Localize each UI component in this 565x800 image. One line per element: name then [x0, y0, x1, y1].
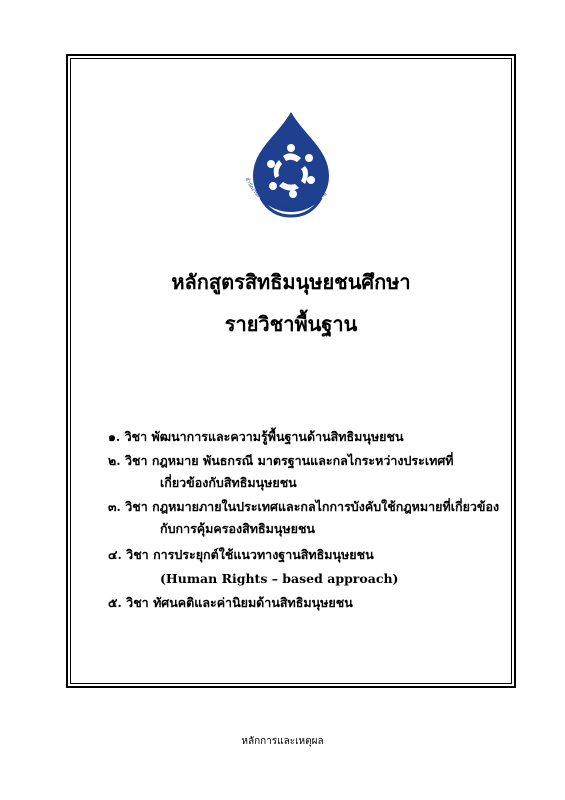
course-item-2 [108, 452, 454, 470]
course-title: พัฒนาการและความรู้พื้นฐานด้านสิทธิมนุษยชน [151, 429, 404, 444]
course-number: ๕. [108, 595, 122, 610]
course-item-3-continuation: กับการคุ้มครองสิทธิมนุษยชน [160, 521, 315, 536]
document-title: หลักสูตรสิทธิมนุษยชนศึกษา [171, 270, 411, 294]
page-footer: หลักการและเหตุผล [241, 736, 324, 747]
course-title: กฎหมายภายในประเทศและกลไกการบังคับใช้กฎหมายที่เกี่ยวข้อง [152, 499, 500, 514]
course-number: ๒. [108, 453, 121, 468]
course-prefix: วิชา [126, 595, 149, 610]
logo-arc-text: สำนักงานคณะกรรมการสิทธิมนุษยชนแห่งชาติ [243, 176, 329, 213]
course-prefix: วิชา [125, 499, 148, 514]
course-item-3 [108, 498, 499, 516]
course-item-4-continuation: (Human Rights – based approach) [160, 571, 399, 586]
course-item-1 [108, 428, 404, 446]
nhrc-logo-icon [231, 106, 351, 224]
course-title: ทัศนคติและค่านิยมด้านสิทธิมนุษยชน [153, 595, 353, 610]
course-number: ๓. [108, 499, 121, 514]
course-number: ๑. [108, 429, 121, 444]
course-title: กฎหมาย พันธกรณี มาตรฐานและกลไกระหว่างประเทศที่ [151, 453, 454, 468]
document-subtitle: รายวิชาพื้นฐาน [224, 312, 358, 336]
course-prefix: วิชา [124, 429, 148, 444]
course-item-5 [108, 594, 353, 612]
course-item-4 [108, 546, 374, 564]
course-item-2-continuation: เกี่ยวข้องกับสิทธิมนุษยชน [160, 475, 297, 490]
course-prefix: วิชา [124, 453, 148, 468]
course-number: ๔. [108, 547, 122, 562]
course-title: การประยุกต์ใช้แนวทางฐานสิทธิมนุษยชน [153, 547, 374, 562]
course-prefix: วิชา [126, 547, 149, 562]
